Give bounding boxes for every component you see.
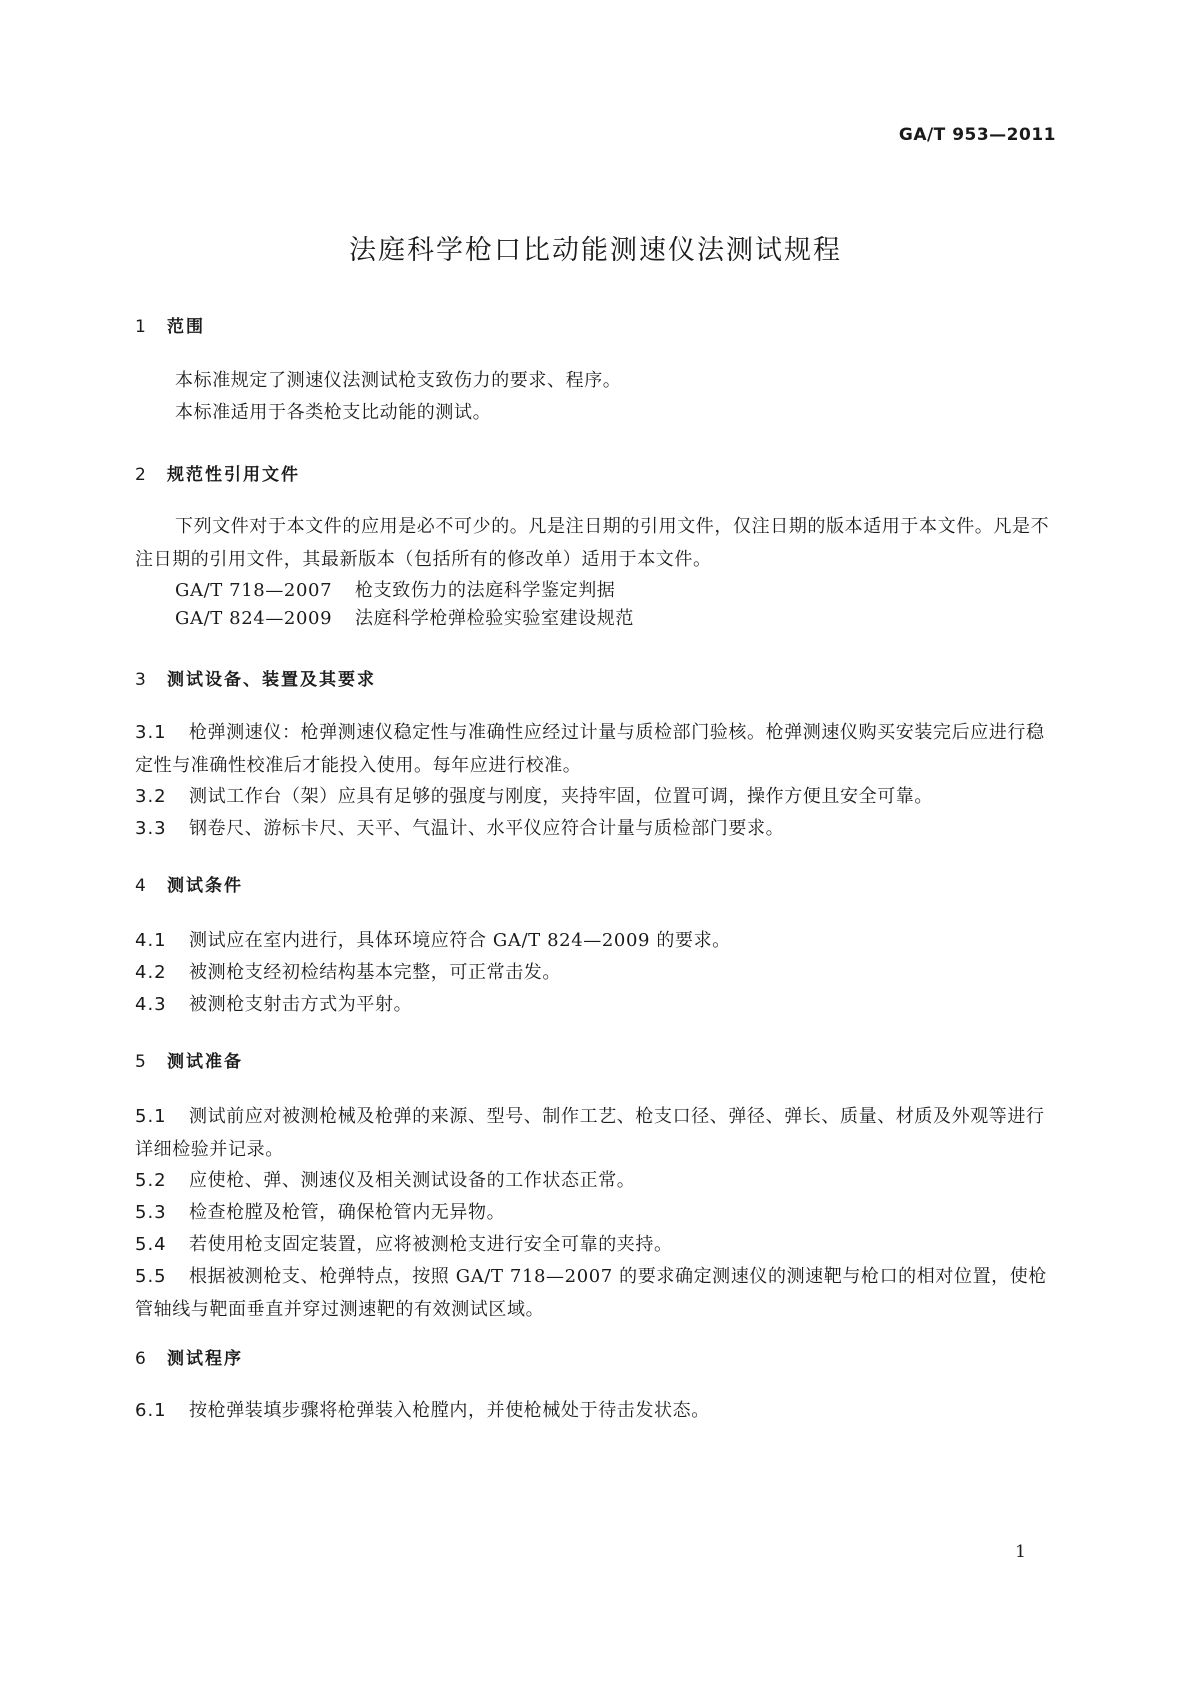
clause-number: 5.4 [135, 1234, 167, 1255]
section-number: 5 [135, 1052, 148, 1072]
clause-number: 4.1 [135, 930, 167, 951]
reference-code: GA/T 718—2007 [175, 580, 333, 601]
clause-number: 3.2 [135, 786, 167, 807]
clause-number: 5.1 [135, 1106, 167, 1127]
paragraph: 本标准适用于各类枪支比动能的测试。 [175, 402, 492, 423]
clause-number: 3.3 [135, 818, 167, 839]
clause [135, 1196, 1061, 1229]
section-number: 2 [135, 465, 148, 485]
clause [135, 1260, 1061, 1326]
section-number: 6 [135, 1349, 148, 1369]
clause-text: 应使枪、弹、测速仪及相关测试设备的工作状态正常。 [189, 1170, 636, 1191]
clause-number: 6.1 [135, 1400, 167, 1421]
clause-text: 被测枪支射击方式为平射。 [189, 994, 413, 1015]
section-title: 范围 [167, 317, 205, 337]
clause [135, 1164, 1061, 1197]
paragraph: 本标准规定了测速仪法测试枪支致伤力的要求、程序。 [175, 370, 622, 391]
section-number: 1 [135, 317, 148, 337]
section-heading [135, 871, 243, 896]
section-number: 3 [135, 670, 148, 690]
paragraph: 下列文件对于本文件的应用是必不可少的。凡是注日期的引用文件，仅注日期的版本适用于本文件。凡是不注日期的引用文件，其最新版本（包括所有的修改单）适用于本文件。 [135, 516, 1050, 570]
clause [135, 924, 1061, 957]
section-heading [135, 312, 205, 337]
clause-number: 3.1 [135, 722, 167, 743]
reference-item [175, 576, 615, 602]
reference-item [175, 604, 634, 630]
clause-number: 5.5 [135, 1266, 167, 1287]
reference-name: 法庭科学枪弹检验实验室建设规范 [355, 608, 634, 629]
section-title: 测试准备 [167, 1052, 243, 1072]
reference-code: GA/T 824—2009 [175, 608, 333, 629]
clause-text: 被测枪支经初检结构基本完整，可正常击发。 [189, 962, 561, 983]
clause-text: 测试应在室内进行，具体环境应符合 GA/T 824—2009 的要求。 [189, 930, 731, 951]
clause-text: 若使用枪支固定装置，应将被测枪支进行安全可靠的夹持。 [189, 1234, 673, 1255]
section-title: 测试条件 [167, 876, 243, 896]
section-heading [135, 1344, 243, 1369]
clause-number: 4.2 [135, 962, 167, 983]
clause-text: 测试前应对被测枪械及枪弹的来源、型号、制作工艺、枪支口径、弹径、弹长、质量、材质及外观等进行详细检验并记录。 [135, 1106, 1045, 1160]
clause [135, 1228, 1061, 1261]
section-heading [135, 1047, 243, 1072]
clause-text: 根据被测枪支、枪弹特点，按照 GA/T 718—2007 的要求确定测速仪的测速靶与枪口的相对位置，使枪管轴线与靶面垂直并穿过测速靶的有效测试区域。 [135, 1266, 1047, 1320]
clause [135, 1394, 1061, 1427]
clause-text: 检查枪膛及枪管，确保枪管内无异物。 [189, 1202, 506, 1223]
clause [135, 1100, 1061, 1166]
clause-number: 5.2 [135, 1170, 167, 1191]
section-title: 测试程序 [167, 1349, 243, 1369]
clause-number: 5.3 [135, 1202, 167, 1223]
clause-text: 枪弹测速仪：枪弹测速仪稳定性与准确性应经过计量与质检部门验核。枪弹测速仪购买安装完后应进行稳定性与准确性校准后才能投入使用。每年应进行校准。 [135, 722, 1045, 776]
clause [135, 988, 1061, 1021]
clause [135, 812, 1061, 845]
section-title: 规范性引用文件 [167, 465, 300, 485]
clause-text: 钢卷尺、游标卡尺、天平、气温计、水平仪应符合计量与质检部门要求。 [189, 818, 785, 839]
document-title: 法庭科学枪口比动能测速仪法测试规程 [349, 235, 842, 266]
clause-number: 4.3 [135, 994, 167, 1015]
standard-code: GA/T 953—2011 [898, 125, 1056, 145]
section-title: 测试设备、装置及其要求 [167, 670, 376, 690]
reference-name: 枪支致伤力的法庭科学鉴定判据 [355, 580, 616, 601]
section-heading [135, 665, 376, 690]
section-heading [135, 460, 300, 485]
clause [135, 716, 1061, 782]
section-number: 4 [135, 876, 148, 896]
page-number: 1 [1015, 1542, 1026, 1562]
clause-text: 测试工作台（架）应具有足够的强度与刚度，夹持牢固，位置可调，操作方便且安全可靠。 [189, 786, 933, 807]
clause [135, 956, 1061, 989]
clause [135, 780, 1061, 813]
clause-text: 按枪弹装填步骤将枪弹装入枪膛内，并使枪械处于待击发状态。 [189, 1400, 710, 1421]
